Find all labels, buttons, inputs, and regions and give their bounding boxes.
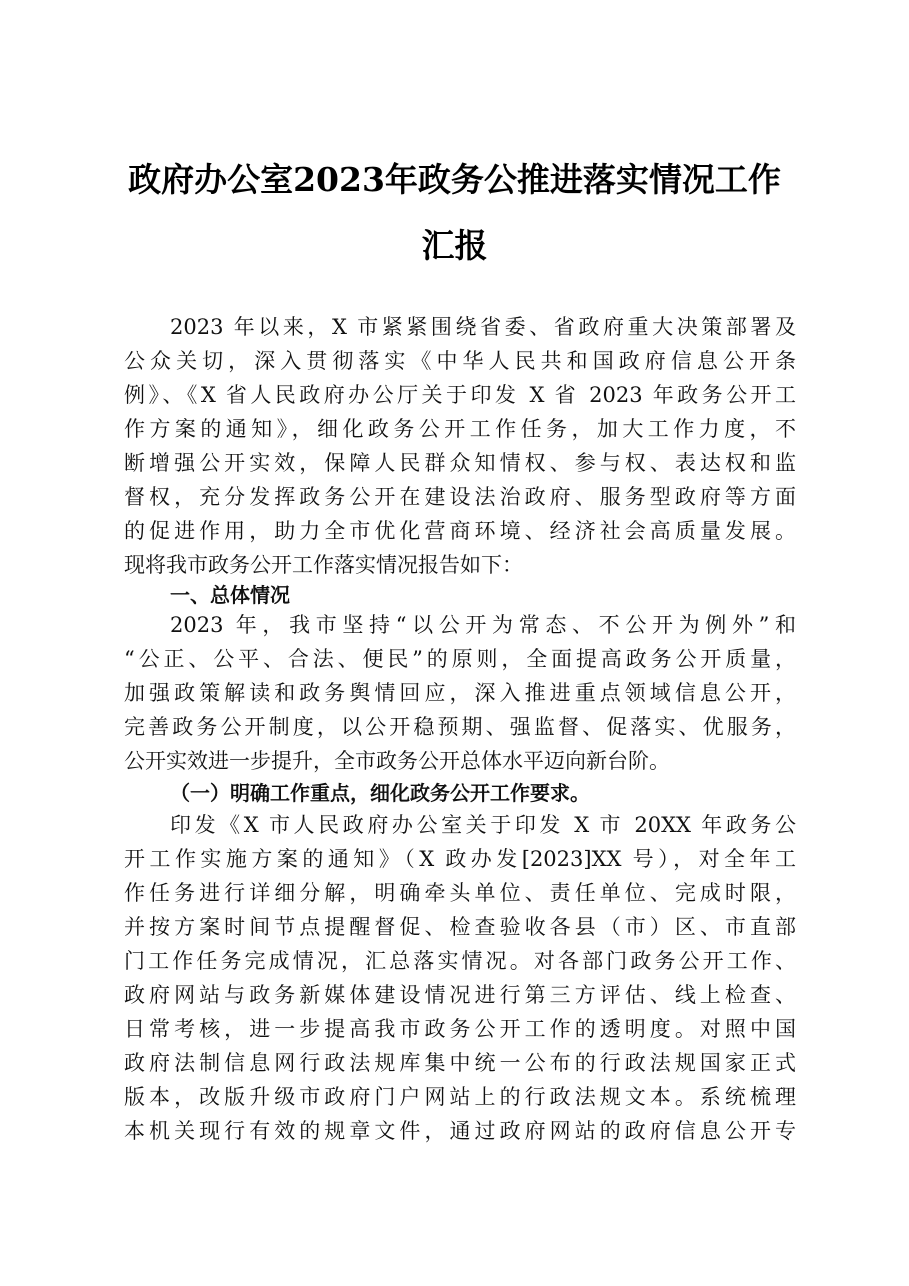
- subsection-line: 政府法制信息网行政法规库集中统一公布的行政法规国家正式: [124, 1051, 796, 1075]
- subsection-line: 并按方案时间节点提醒督促、检查验收各县（市）区、市直部: [124, 915, 796, 939]
- subsection-line: 本机关现行有效的规章文件，通过政府网站的政府信息公开专: [124, 1119, 796, 1143]
- subsection-heading: （一）明确工作重点，细化政务公开工作要求。: [170, 781, 590, 805]
- intro-line: 公众关切，深入贯彻落实《中华人民共和国政府信息公开条: [124, 349, 796, 373]
- document-title-line-1: 政府办公室2023年政务公推进落实情况工作: [128, 160, 781, 199]
- intro-line: 的促进作用，助力全市优化营商环境、经济社会高质量发展。: [124, 519, 796, 543]
- intro-line: 断增强公开实效，保障人民群众知情权、参与权、表达权和监: [124, 451, 796, 475]
- intro-line: 督权，充分发挥政务公开在建设法治政府、服务型政府等方面: [124, 485, 796, 509]
- subsection-line: 日常考核，进一步提高我市政务公开工作的透明度。对照中国: [124, 1017, 796, 1041]
- section-line: “公正、公平、合法、便民”的原则，全面提高政务公开质量，: [124, 647, 796, 671]
- section-line: 完善政务公开制度，以公开稳预期、强监督、促落实、优服务，: [124, 715, 796, 739]
- subsection-line: 门工作任务完成情况，汇总落实情况。对各部门政务公开工作、: [124, 949, 796, 973]
- subsection-line: 印发《X 市人民政府办公室关于印发 X 市 20XX 年政务公: [170, 813, 796, 837]
- intro-line: 作方案的通知》，细化政务公开工作任务，加大工作力度，不: [124, 417, 796, 441]
- subsection-line: 开工作实施方案的通知》（X 政办发[2023]XX 号），对全年工: [124, 847, 796, 871]
- subsection-line: 政府网站与政务新媒体建设情况进行第三方评估、线上检查、: [124, 983, 796, 1007]
- section-line: 公开实效进一步提升，全市政务公开总体水平迈向新台阶。: [124, 749, 670, 773]
- section-line: 加强政策解读和政务舆情回应，深入推进重点领域信息公开，: [124, 681, 796, 705]
- document-title-line-2: 汇报: [421, 226, 488, 265]
- intro-line: 现将我市政务公开工作落实情况报告如下：: [124, 553, 523, 577]
- subsection-line: 作任务进行详细分解，明确牵头单位、责任单位、完成时限，: [124, 881, 796, 905]
- section-heading: 一、总体情况: [170, 583, 290, 607]
- intro-line: 例》、《X 省人民政府办公厅关于印发 X 省 2023 年政务公开工: [124, 383, 796, 407]
- intro-line: 2023 年以来，X 市紧紧围绕省委、省政府重大决策部署及: [170, 315, 796, 339]
- section-line: 2023 年，我市坚持“以公开为常态、不公开为例外”和: [170, 613, 796, 637]
- subsection-line: 版本，改版升级市政府门户网站上的行政法规文本。系统梳理: [124, 1085, 796, 1109]
